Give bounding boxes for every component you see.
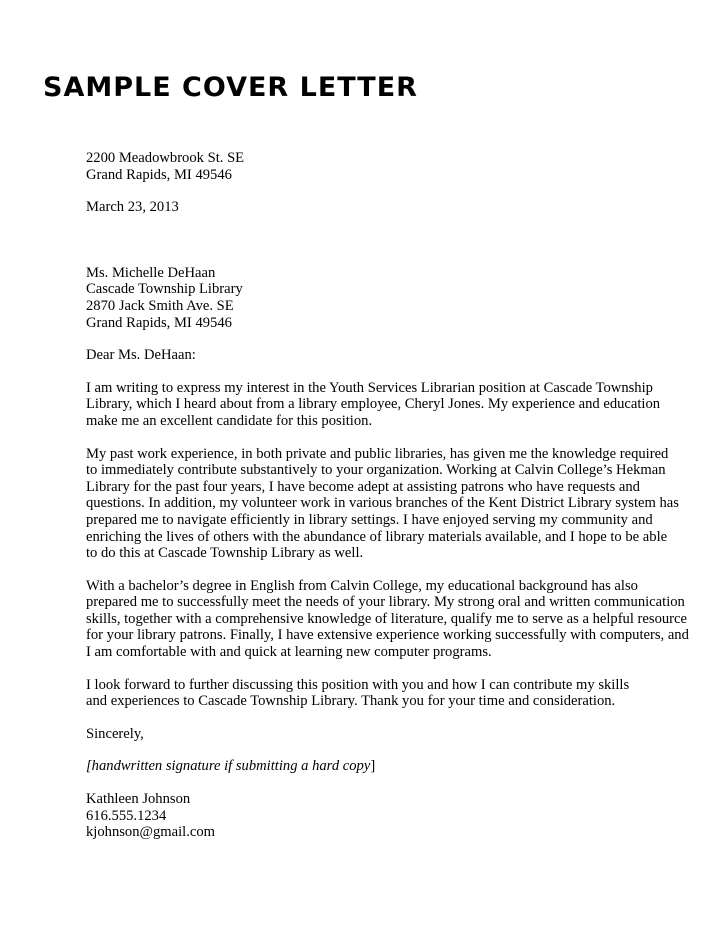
date-text: March 23, 2013 (86, 199, 179, 216)
paragraph-line: Library, which I heard about from a library employee, Cheryl Jones. My experience and education (86, 396, 661, 413)
sender-name: Kathleen Johnson (86, 791, 191, 808)
paragraph-line: to immediately contribute substantively to your organization. Working at Calvin College’s Hekman (86, 462, 666, 479)
cover-letter-body (86, 150, 689, 841)
body-paragraph-intro (86, 380, 686, 430)
paragraph-line: skills, together with a comprehensive knowledge of literature, qualify me to serve as a helpful resource (86, 610, 687, 627)
paragraph-line: questions. In addition, my volunteer work in various branches of the Kent District Library system has (86, 495, 679, 512)
paragraph-line: make me an excellent candidate for this position. (86, 412, 373, 429)
signature-note-text: [handwritten signature if submitting a hard copy (86, 758, 371, 775)
letter-date (86, 199, 686, 216)
recipient-name: Ms. Michelle DeHaan (86, 264, 216, 281)
paragraph-line: prepared me to successfully meet the needs of your library. My strong oral and written communication (86, 594, 685, 611)
paragraph-line: and experiences to Cascade Township Library. Thank you for your time and consideration. (86, 693, 616, 710)
sender-email: kjohnson@gmail.com (86, 824, 215, 841)
recipient-address (86, 265, 686, 331)
paragraph-line: Library for the past four years, I have become adept at assisting patrons who have requests and (86, 478, 640, 495)
sender-phone: 616.555.1234 (86, 807, 167, 824)
body-paragraph-education (86, 577, 689, 661)
sender-contact (86, 791, 686, 841)
sender-street: 2200 Meadowbrook St. SE (86, 150, 245, 166)
paragraph-line: My past work experience, in both private and public libraries, has given me the knowledge required (86, 445, 669, 462)
signature-placeholder (86, 758, 686, 775)
sender-city-state-zip: Grand Rapids, MI 49546 (86, 166, 232, 183)
recipient-city-state-zip: Grand Rapids, MI 49546 (86, 314, 232, 331)
paragraph-line: I look forward to further discussing this position with you and how I can contribute my skills (86, 676, 630, 693)
paragraph-line: to do this at Cascade Township Library as well. (86, 545, 364, 562)
recipient-organization: Cascade Township Library (86, 281, 243, 298)
body-paragraph-experience (86, 446, 686, 562)
recipient-street: 2870 Jack Smith Ave. SE (86, 297, 234, 314)
closing-text: Sincerely, (86, 725, 144, 742)
body-paragraph-closing (86, 677, 686, 710)
salutation-text: Dear Ms. DeHaan: (86, 347, 196, 364)
paragraph-line: enriching the lives of others with the abundance of library materials available, and I hope to be able (86, 528, 668, 545)
sender-address (86, 150, 686, 183)
paragraph-line: for your library patrons. Finally, I have extensive experience working successfully with computers, and (86, 627, 689, 644)
paragraph-line: I am comfortable with and quick at learning new computer programs. (86, 644, 492, 661)
paragraph-line: With a bachelor’s degree in English from Calvin College, my educational background has also (86, 577, 638, 594)
signature-note-bracket: ] (370, 758, 376, 775)
paragraph-line: prepared me to navigate efficiently in library settings. I have enjoyed serving my community and (86, 511, 653, 528)
paragraph-line: I am writing to express my interest in the Youth Services Librarian position at Cascade Township (86, 379, 653, 396)
salutation (86, 347, 686, 364)
page-title: SAMPLE COVER LETTER (43, 72, 418, 103)
closing (86, 726, 686, 743)
